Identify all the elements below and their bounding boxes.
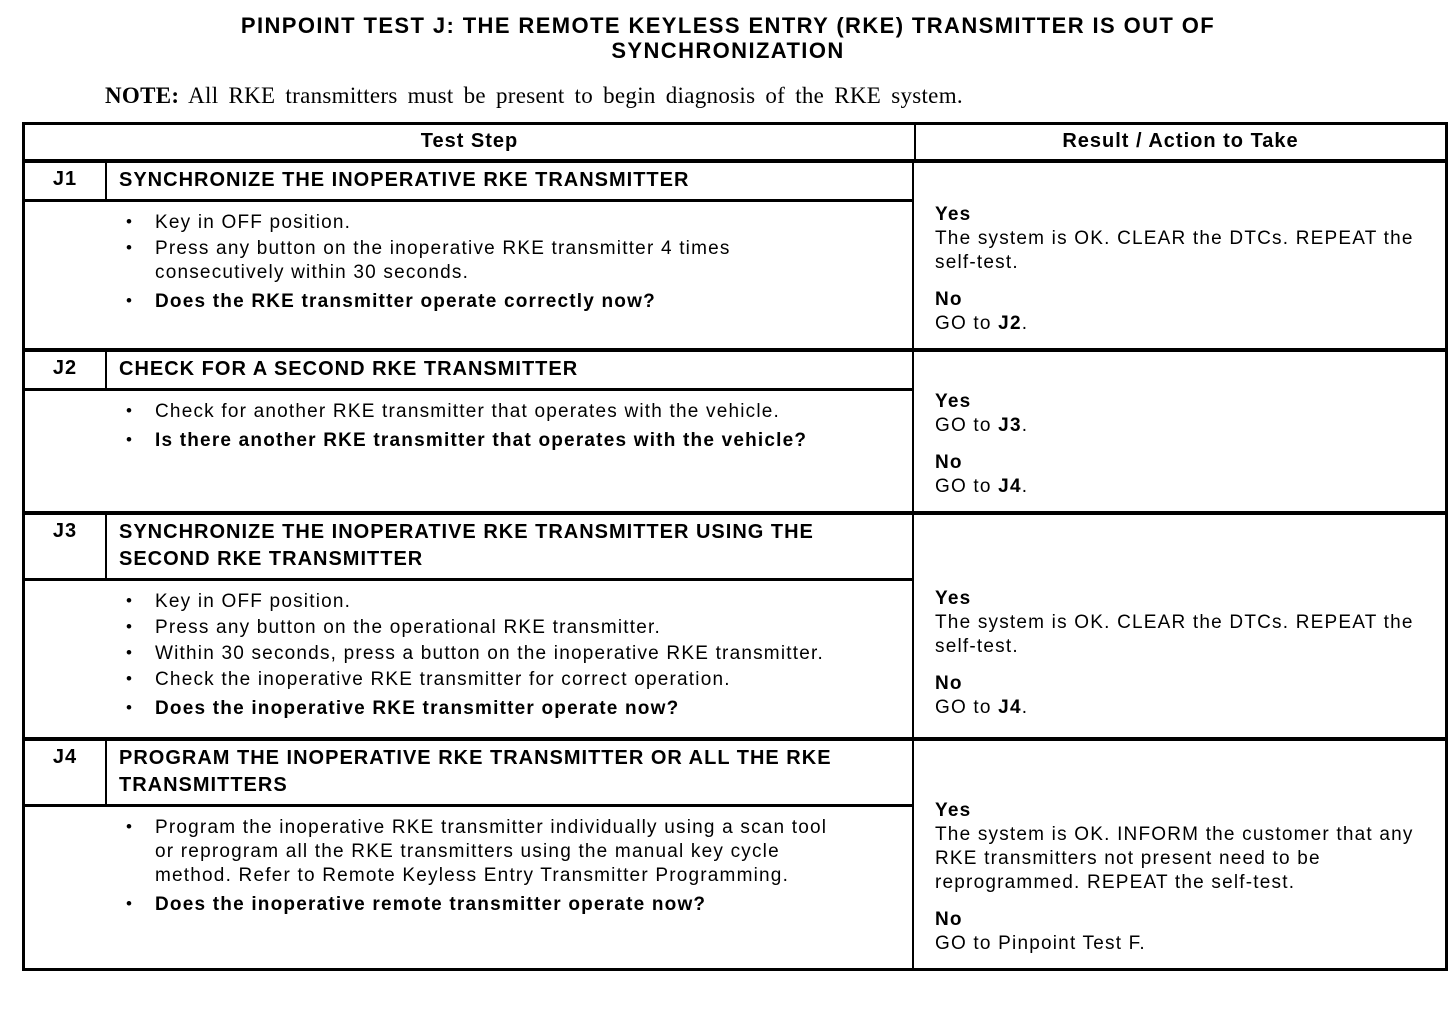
result-yes-label: Yes [935,588,972,609]
list-item [25,642,837,666]
step-title: SYNCHRONIZE THE INOPERATIVE RKE TRANSMITTER [107,163,912,202]
note [105,83,1456,109]
step-row-j4 [25,737,1445,968]
result-cell [912,515,1445,737]
bullet-text: Program the inoperative RKE transmitter individually using a scan tool or reprogram all the RKE transmitters using the manual key cycle method. Refer to Remote Keyless Entry Transmitter Programming. [155,817,828,886]
result-no-label: No [935,909,963,930]
bullet-icon: • [126,894,134,913]
bullet-text: Within 30 seconds, press a button on the inoperative RKE transmitter. [155,643,824,664]
step-body [25,581,912,737]
bullet-text: Check the inoperative RKE transmitter for correct operation. [155,669,731,690]
bullet-icon: • [126,212,134,231]
list-item [25,616,837,640]
result-yes-label: Yes [935,391,972,412]
result-no-ref: J4 [998,697,1022,718]
list-item [25,290,837,314]
bullet-list [25,590,837,721]
step-title: PROGRAM THE INOPERATIVE RKE TRANSMITTER OR ALL THE RKE TRANSMITTERS [107,741,912,807]
step-id: J3 [25,515,107,581]
result-no-ref: J4 [998,476,1022,497]
step-id: J1 [25,163,107,202]
result-yes-text: The system is OK. CLEAR the DTCs. REPEAT the self-test. [935,228,1414,273]
bullet-text: Does the inoperative remote transmitter operate now? [155,894,707,915]
result-cell [912,352,1445,511]
bullet-text: Key in OFF position. [155,212,352,233]
list-item [25,668,837,692]
step-body [25,807,912,968]
result-no-suffix: . [1021,476,1029,497]
result-yes-suffix: . [1021,415,1029,436]
list-item [25,697,837,721]
result-yes-action [935,227,1437,275]
bullet-text: Key in OFF position. [155,591,352,612]
document-title [0,13,1456,63]
bullet-list [25,816,837,917]
result-cell [912,163,1445,348]
result-yes-action [935,414,1437,438]
column-header-result: Result / Action to Take [914,125,1445,159]
bullet-text: Press any button on the operational RKE transmitter. [155,617,661,638]
result-no-action [935,475,1437,499]
bullet-icon: • [126,401,134,420]
bullet-icon: • [126,817,134,836]
bullet-list [25,400,837,453]
result-no-label: No [935,673,963,694]
result-no-text: GO to [935,476,999,497]
pinpoint-test-table [22,122,1448,971]
list-item [25,429,837,453]
bullet-icon: • [126,643,134,662]
list-item [25,211,837,235]
step-id: J4 [25,741,107,807]
result-yes-ref: J3 [998,415,1022,436]
result-yes-text: The system is OK. CLEAR the DTCs. REPEAT the self-test. [935,612,1414,657]
result-no-action [935,932,1437,956]
note-text: All RKE transmitters must be present to begin diagnosis of the RKE system. [188,83,963,108]
bullet-list [25,211,837,314]
bullet-text: Does the inoperative RKE transmitter operate now? [155,698,680,719]
result-yes-text: The system is OK. INFORM the customer that any RKE transmitters not present need to be reprogrammed. REPEAT the self-test. [935,824,1414,893]
step-body [25,202,912,348]
result-no-suffix: . [1021,313,1029,334]
bullet-icon: • [126,698,134,717]
note-label: NOTE: [105,83,180,108]
result-no-ref: J2 [998,313,1022,334]
bullet-text: Is there another RKE transmitter that operates with the vehicle? [155,430,808,451]
step-body [25,391,912,511]
result-no-text: GO to Pinpoint Test F. [935,933,1146,954]
result-no-text: GO to [935,313,999,334]
document-title-line2: SYNCHRONIZATION [611,38,845,63]
list-item [25,816,837,888]
bullet-text: Press any button on the inoperative RKE transmitter 4 times consecutively within 30 seconds. [155,238,731,283]
step-id: J2 [25,352,107,391]
result-cell [912,741,1445,968]
result-no-action [935,696,1437,720]
result-no-label: No [935,452,963,473]
result-yes-label: Yes [935,800,972,821]
document-title-line1: PINPOINT TEST J: THE REMOTE KEYLESS ENTRY (RKE) TRANSMITTER IS OUT OF [240,13,1216,38]
step-row-j3 [25,511,1445,737]
result-yes-action [935,823,1437,895]
result-no-text: GO to [935,697,999,718]
step-row-j1 [25,163,1445,348]
bullet-icon: • [126,238,134,257]
bullet-text: Does the RKE transmitter operate correctly now? [155,291,656,312]
list-item [25,590,837,614]
result-no-action [935,312,1437,336]
step-title: SYNCHRONIZE THE INOPERATIVE RKE TRANSMITTER USING THE SECOND RKE TRANSMITTER [107,515,912,581]
result-no-label: No [935,289,963,310]
bullet-icon: • [126,291,134,310]
list-item [25,893,837,917]
bullet-icon: • [126,669,134,688]
bullet-icon: • [126,617,134,636]
result-yes-text: GO to [935,415,999,436]
result-yes-action [935,611,1437,659]
bullet-icon: • [126,591,134,610]
result-yes-label: Yes [935,204,972,225]
step-title: CHECK FOR A SECOND RKE TRANSMITTER [107,352,912,391]
list-item [25,237,837,285]
list-item [25,400,837,424]
result-no-suffix: . [1021,697,1029,718]
column-header-test-step: Test Step [420,130,519,152]
bullet-text: Check for another RKE transmitter that operates with the vehicle. [155,401,781,422]
step-row-j2 [25,348,1445,511]
table-header-row [25,125,1445,163]
bullet-icon: • [126,430,134,449]
